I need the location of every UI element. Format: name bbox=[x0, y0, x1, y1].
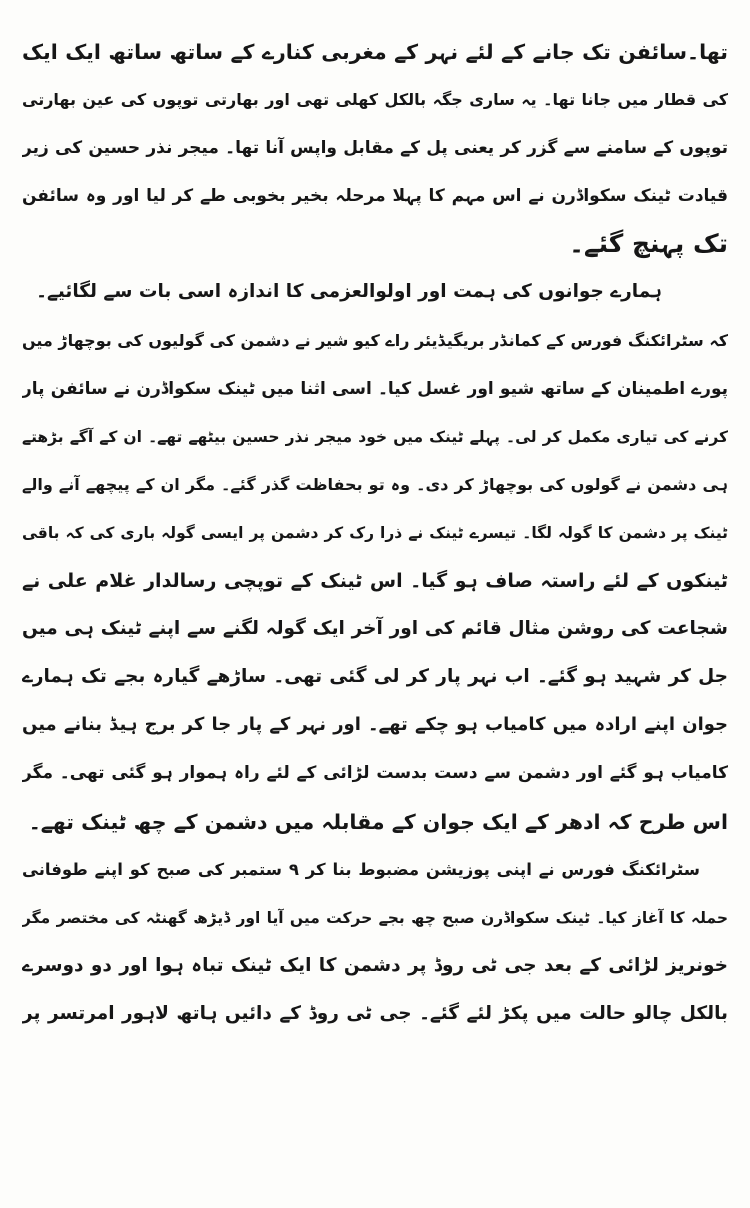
text-line: جوان اپنے ارادہ میں کامیاب ہو چکے تھے۔ اور نہر کے پار جا کر برج ہیڈ بنانے میں bbox=[22, 714, 728, 736]
text-line: تک پہنچ گئے۔ bbox=[569, 229, 728, 259]
text-line: خونریز لڑائی کے بعد جی ٹی روڈ پر دشمن کا ایک ٹینک تباہ ہوا اور دو دوسرے bbox=[22, 954, 728, 976]
text-line: سٹرائکنگ فورس نے اپنی پوزیشن مضبوط بنا کر ۹ ستمبر کی صبح کو اپنے طوفانی bbox=[22, 859, 700, 879]
text-line: کہ سٹرائکنگ فورس کے کمانڈر بریگیڈیئر راے کیو شیر نے دشمن کی گولیوں کی بوچھاڑ میں bbox=[22, 330, 728, 350]
text-line: پورے اطمینان کے ساتھ شیو اور غسل کیا۔ اسی اثنا میں ٹینک سکواڈرن نے سائفن پار bbox=[22, 378, 728, 399]
text-line: حملہ کا آغاز کیا۔ ٹینک سکواڈرن صبح چھ بجے حرکت میں آیا اور ڈیڑھ گھنٹہ کی مختصر مگر bbox=[22, 908, 728, 927]
text-line: ٹینکوں کے لئے راستہ صاف ہو گیا۔ اس ٹینک کے توپچی رسالدار غلام علی نے bbox=[22, 570, 728, 593]
text-line: بالکل چالو حالت میں پکڑ لئے گئے۔ جی ٹی روڈ کے دائیں ہاتھ لاہور امرتسر پر bbox=[22, 1002, 728, 1024]
text-line: شجاعت کی روشن مثال قائم کی اور آخر ایک گولہ لگنے سے اپنے ٹینک ہی میں bbox=[22, 618, 728, 640]
text-line: کی قطار میں جانا تھا۔ یہ ساری جگہ بالکل کھلی تھی اور بھارتی توپوں کی عین بھارتی bbox=[22, 90, 728, 110]
urdu-text-body bbox=[22, 28, 728, 1038]
text-line: کامیاب ہو گئے اور دشمن سے دست بدست لڑائی کے لئے راہ ہموار ہو گئی تھی۔ مگر bbox=[22, 763, 728, 784]
text-line: اس طرح کہ ادھر کے ایک جوان کے مقابلہ میں دشمن کے چھ ٹینک تھے۔ bbox=[28, 809, 728, 834]
text-line: کرنے کی تیاری مکمل کر لی۔ پہلے ٹینک میں خود میجر نذر حسین بیٹھے تھے۔ ان کے آگے بڑھتے bbox=[22, 427, 728, 446]
text-line: قیادت ٹینک سکواڈرن نے اس مہم کا پہلا مرحلہ بخیر بخوبی طے کر لیا اور وہ سائفن bbox=[22, 186, 728, 207]
text-line: ٹینک پر دشمن کا گولہ لگا۔ تیسرے ٹینک نے ذرا رک کر دشمن پر ایسی گولہ باری کی کہ باقی bbox=[22, 523, 728, 542]
text-line: ہمارے جوانوں کی ہمت اور اولوالعزمی کا اندازہ اسی بات سے لگائیے۔ bbox=[36, 281, 662, 303]
text-line: تھا۔سائفن تک جانے کے لئے نہر کے مغربی کنارے کے ساتھ ساتھ ایک ایک bbox=[22, 40, 728, 64]
text-line: ہی دشمن نے گولوں کی بوچھاڑ کر دی۔ وہ تو بحفاظت گذر گئے۔ مگر ان کے پیچھے آنے والے bbox=[22, 474, 728, 494]
text-line: جل کر شہید ہو گئے۔ اب نہر پار کر لی گئی تھی۔ ساڑھے گیارہ بجے تک ہمارے bbox=[22, 666, 728, 688]
text-line: توپوں کے سامنے سے گزر کر یعنی پل کے مقابل واپس آنا تھا۔ میجر نذر حسین کی زیر bbox=[22, 138, 728, 159]
